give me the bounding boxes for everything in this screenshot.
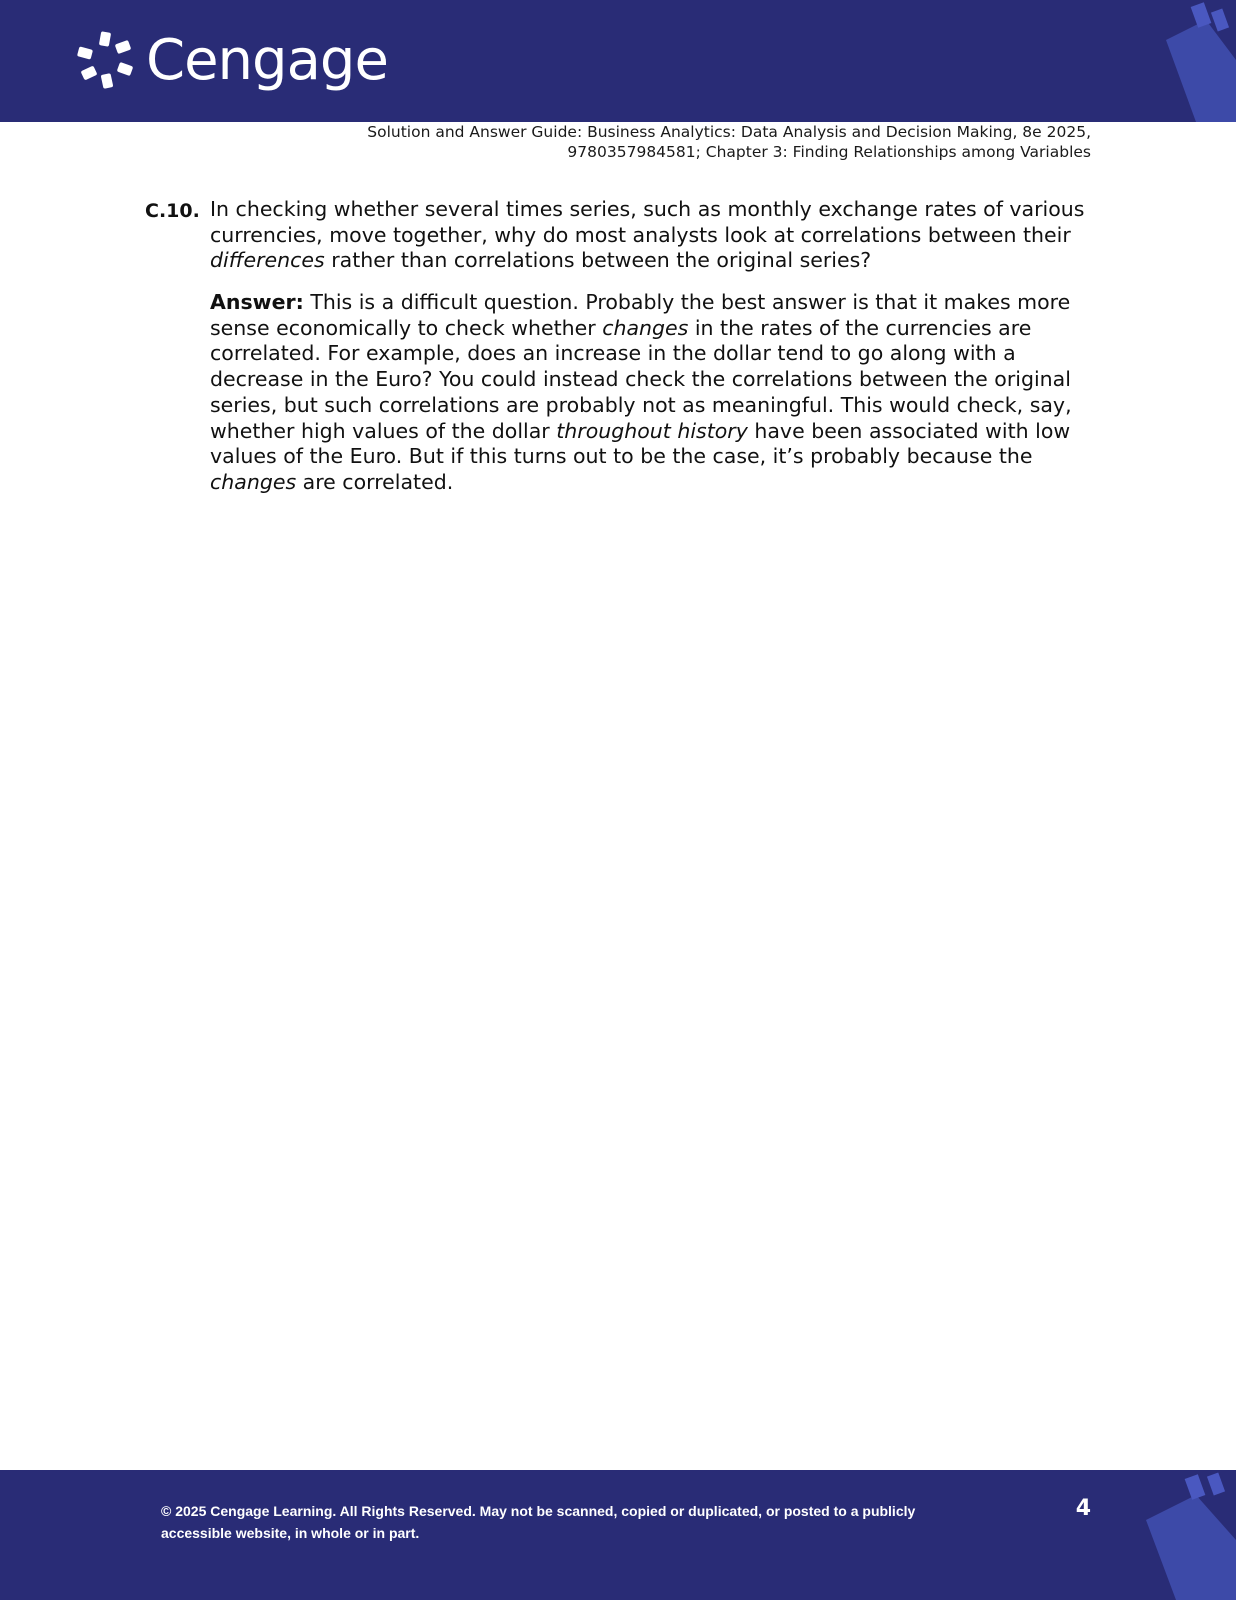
cengage-logo	[74, 30, 388, 92]
brand-name: Cengage	[146, 28, 388, 93]
running-header-line1: Solution and Answer Guide: Business Analytics: Data Analysis and Decision Making, 8e 2025,	[367, 123, 1091, 141]
page-header-band	[0, 0, 1236, 122]
question-label: C.10.	[145, 200, 200, 222]
question-text-italic: differences	[210, 248, 325, 273]
cengage-logo-icon	[74, 30, 136, 92]
running-header-line2: 9780357984581; Chapter 3: Finding Relationships among Variables	[567, 143, 1091, 161]
answer-paragraph	[210, 290, 1090, 496]
answer-label: Answer:	[210, 290, 304, 314]
answer-part1: This is a difficult question. Probably the best answer is that it makes more sense economically to check whether	[210, 290, 1071, 340]
question-text-part2: rather than correlations between the original series?	[324, 248, 872, 273]
answer-italic1: changes	[602, 315, 689, 340]
footer-decoration-icon	[1136, 1470, 1236, 1600]
page-number: 4	[1075, 1496, 1091, 1521]
question-text-part1: In checking whether several times series, such as monthly exchange rates of various currencies, move together, why do most analysts look at correlations between their	[210, 197, 1085, 247]
corner-decoration-icon	[1146, 0, 1236, 122]
answer-part3: have been associated with low values of the Euro. But if this turns out to be the case, it’s probably because the	[210, 418, 1071, 469]
copyright-notice: © 2025 Cengage Learning. All Rights Reserved. May not be scanned, copied or duplicated, or posted to a publicly accessible website, in whole or in part.	[161, 1503, 916, 1541]
page-footer-band	[0, 1470, 1236, 1600]
running-header	[191, 122, 1091, 162]
answer-italic2: throughout history	[556, 418, 748, 443]
answer-part4: are correlated.	[296, 469, 454, 494]
answer-part2: in the rates of the currencies are correlated. For example, does an increase in the dollar tend to go along with a decrease in the Euro? You could instead check the correlations between the original series, but such correlations are probably not as meaningful. This would check, say, whether high values of the dollar	[210, 315, 1072, 443]
answer-italic3: changes	[210, 469, 297, 494]
question-text	[210, 197, 1090, 274]
